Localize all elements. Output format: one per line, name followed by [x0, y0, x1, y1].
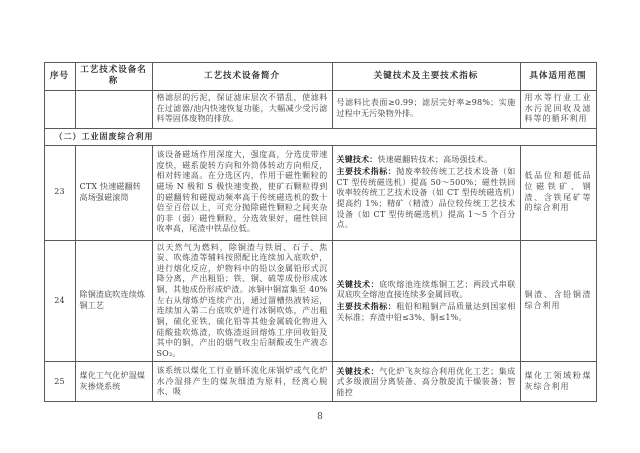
indicators-cell — [332, 362, 520, 402]
table-header-row — [44, 63, 596, 91]
serial-number-cell: 25 — [44, 362, 75, 402]
equipment-name-cell: 煤化工气化炉湿煤灰掺烧系统 — [75, 362, 152, 402]
scope-cell: 低品位和超低品位磁铁矿、钢渣、含铁尾矿等的综合利用 — [520, 145, 596, 240]
indicators-cell: 号滤料比表面≥0.99；滤层完好率≥98%；实施过程中无污染物外排。 — [332, 90, 520, 128]
header-key-indicators: 关键技术及主要技术指标 — [332, 63, 520, 91]
key-technology-line: 关键技术：底吹熔池连续炼铜工艺；两段式串联双底吹全熔池直接连续多金属回收。 — [336, 278, 516, 300]
table-row-continuation — [44, 90, 596, 128]
equipment-name-cell: 除铜渣底吹连续炼铜工艺 — [75, 240, 152, 362]
section-header-row — [44, 128, 596, 145]
key-technology-label: 关键技术： — [336, 154, 378, 165]
header-serial-number: 序号 — [44, 63, 75, 91]
key-technology-line: 关键技术：气化炉飞灰综合利用优化工艺；集成式多级液固分离装备、高分散旋流干燥装备；智能控 — [336, 365, 516, 397]
equipment-name-cell: CTX 快速磁翻转高场强磁滚筒 — [75, 145, 152, 240]
page-number: 8 — [317, 412, 323, 423]
main-indicators-label: 主要技术指标： — [336, 301, 397, 312]
serial-number-cell: 23 — [44, 145, 75, 240]
indicators-cell — [332, 240, 520, 362]
technology-equipment-table — [44, 62, 597, 402]
main-indicators-label: 主要技术指标： — [336, 166, 397, 177]
scope-cell: 铜渣、含铅铜渣综合利用 — [520, 240, 596, 362]
key-technology-label: 关键技术： — [336, 365, 380, 376]
table-row — [44, 145, 596, 240]
empty-serial-cell — [44, 90, 75, 128]
table-row — [44, 362, 596, 402]
intro-cell: 该系统以煤化工行业循环流化床锅炉或气化炉水冷湿排产生的煤灰细渣为原料，经离心脱水、吸 — [152, 362, 332, 402]
main-indicators-line: 主要技术指标：粗铅和粗铜产品质量达到国家相关标准；弃渣中铅≤3%、铜≤1%。 — [336, 301, 516, 322]
table-row — [44, 240, 596, 362]
scope-cell: 用水等行业工业水污泥回收及滤料等的循环利用 — [520, 90, 596, 128]
empty-name-cell — [75, 90, 152, 128]
key-technology-label: 关键技术： — [336, 278, 380, 289]
header-equipment-name: 工艺技术设备名称 — [75, 63, 152, 91]
intro-cell: 格滤层的污泥，保证滤床层次不错乱，使滤料在过滤器/池内快速恢复功能，大幅减少受污滤料等固体废物的排放。 — [152, 90, 332, 128]
section-title: （二）工业固废综合利用 — [44, 128, 596, 145]
intro-cell: 该设备磁场作用深度大，强度高，分选皮带速度快，磁系旋转方向和外筒体转动方向相反，相对转速高。在分选区内，作用于磁性颗粒的磁场 N 极和 S 极快速变换，使矿石颗粒得到的磁翻转和磁搅动频率高于传统磁选机的数十倍至百倍以上，可充分抛除磁性颗粒之间夹杂的非（弱）磁性颗粒，分选效果好，磁性铁回收率高，尾渣中铁品位低。 — [152, 145, 332, 240]
intro-cell: 以天然气为燃料，除铜渣与铁屑、石子、焦炭、吹炼渣等辅料按照配比连续加入底吹炉，进行熔化反应，炉物料中的铅以金属铅形式沉降分离，产出粗铅；铁、铜、硫等成份形成冰铜，其他成份形成炉渣。冰铜中铜富集至 40%左右从熔炼炉连续产出，通过溜槽热液转运，连续加入第二台底吹炉进行冰铜吹炼，产出粗铜，硫化亚铁、硫化铅等其他金属硫化物进入硅酸盐吹炼渣，吹炼渣返回熔炼工序回收铅及其中的铜，产出的烟气收尘后制酸或生产液态 SO₂。 — [152, 240, 332, 362]
scope-cell: 煤化工领域粉煤灰综合利用 — [520, 362, 596, 402]
header-equipment-intro: 工艺技术设备简介 — [152, 63, 332, 91]
serial-number-cell: 24 — [44, 240, 75, 362]
key-technology-line: 关键技术：快速磁翻转技术；高场强技术。 — [336, 154, 493, 165]
main-indicators-line: 主要技术指标：抛废率较传统工艺技术设备（如 CT 型传统磁选机）提高 50～500%；磁性铁回收率较传统工艺技术设备（如 CT 型传统磁选机）提高约 1%；精矿（精渣）品位较传统工艺技术设备（如 CT 型传统磁选机）提高 1～5 个百分点。 — [336, 166, 516, 230]
indicators-cell — [332, 145, 520, 240]
header-applicable-scope: 具体适用范围 — [520, 63, 596, 91]
